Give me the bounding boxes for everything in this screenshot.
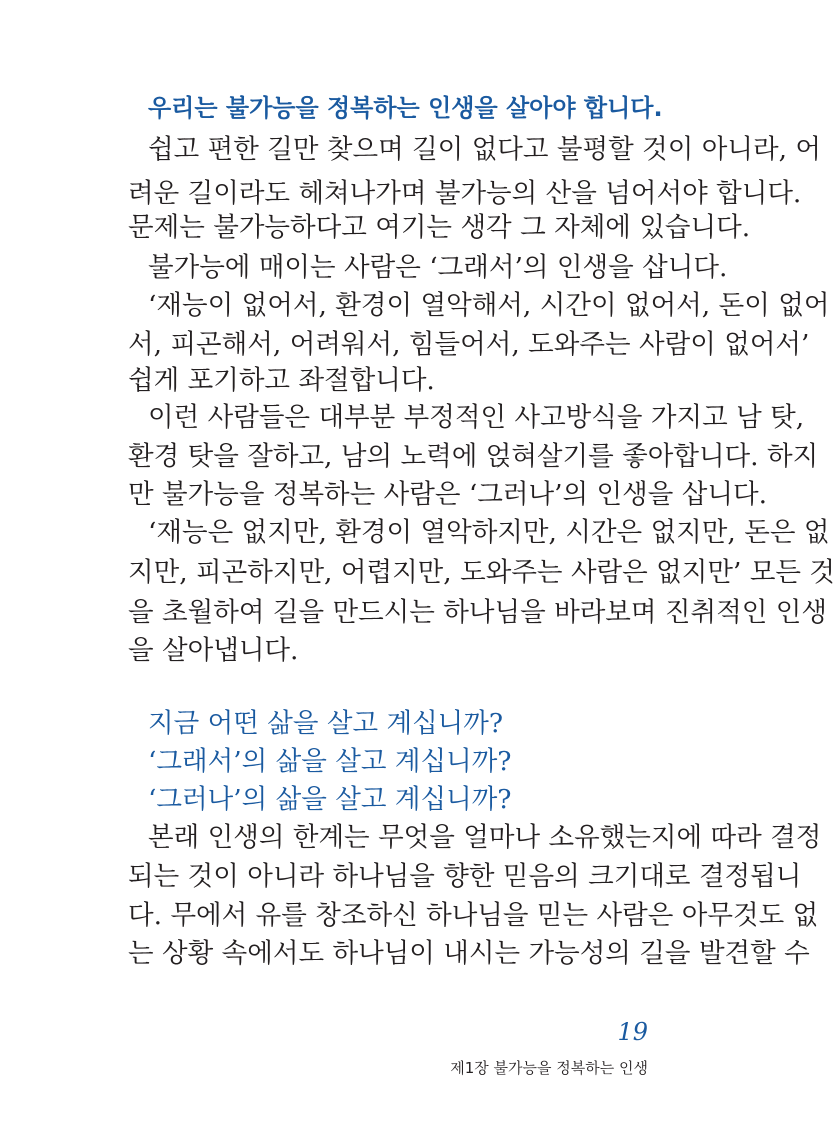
page-number: 19 <box>617 1018 648 1046</box>
paragraph-line: 이런 사람들은 대부분 부정적인 사고방식을 가지고 남 탓, <box>148 402 805 433</box>
paragraph-line: 불가능에 매이는 사람은 ‘그래서’의 인생을 삽니다. <box>148 252 728 283</box>
paragraph-line: ‘재능은 없지만, 환경이 열악하지만, 시간은 없지만, 돈은 없 <box>148 517 830 548</box>
paragraph-line: 본래 인생의 한계는 무엇을 얼마나 소유했는지에 따라 결정 <box>148 822 822 853</box>
paragraph-line: 서, 피곤해서, 어려워서, 힘들어서, 도와주는 사람이 없어서’ <box>128 329 810 360</box>
question-line: ‘그러나’의 삶을 살고 계십니까? <box>148 784 512 815</box>
question-line: 지금 어떤 삶을 살고 계십니까? <box>148 708 504 739</box>
paragraph-line: 환경 탓을 잘하고, 남의 노력에 얹혀살기를 좋아합니다. 하지 <box>128 441 819 472</box>
paragraph-line: 지만, 피곤하지만, 어렵지만, 도와주는 사람은 없지만’ 모든 것 <box>128 557 835 588</box>
paragraph-line: 쉽고 편한 길만 찾으며 길이 없다고 불평할 것이 아니라, 어 <box>148 134 822 165</box>
question-line: ‘그래서’의 삶을 살고 계십니까? <box>148 746 512 777</box>
section-heading: 우리는 불가능을 정복하는 인생을 살아야 합니다. <box>148 94 663 122</box>
chapter-footer: 제1장 불가능을 정복하는 인생 <box>450 1059 648 1077</box>
paragraph-line: 려운 길이라도 헤쳐나가며 불가능의 산을 넘어서야 합니다. <box>128 178 802 209</box>
paragraph-line: 을 살아냅니다. <box>128 635 299 666</box>
paragraph-line: 을 초월하여 길을 만드시는 하나님을 바라보며 진취적인 인생 <box>128 597 827 628</box>
paragraph-line: 는 상황 속에서도 하나님이 내시는 가능성의 길을 발견할 수 <box>128 938 810 969</box>
paragraph-line: ‘재능이 없어서, 환경이 열악해서, 시간이 없어서, 돈이 없어 <box>148 290 830 321</box>
paragraph-line: 문제는 불가능하다고 여기는 생각 그 자체에 있습니다. <box>128 212 751 243</box>
paragraph-line: 쉽게 포기하고 좌절합니다. <box>128 365 435 396</box>
paragraph-line: 만 불가능을 정복하는 사람은 ‘그러나’의 인생을 삽니다. <box>128 479 767 510</box>
paragraph-line: 다. 무에서 유를 창조하신 하나님을 믿는 사람은 아무것도 없 <box>128 900 819 931</box>
paragraph-line: 되는 것이 아니라 하나님을 향한 믿음의 크기대로 결정됩니 <box>128 861 802 892</box>
